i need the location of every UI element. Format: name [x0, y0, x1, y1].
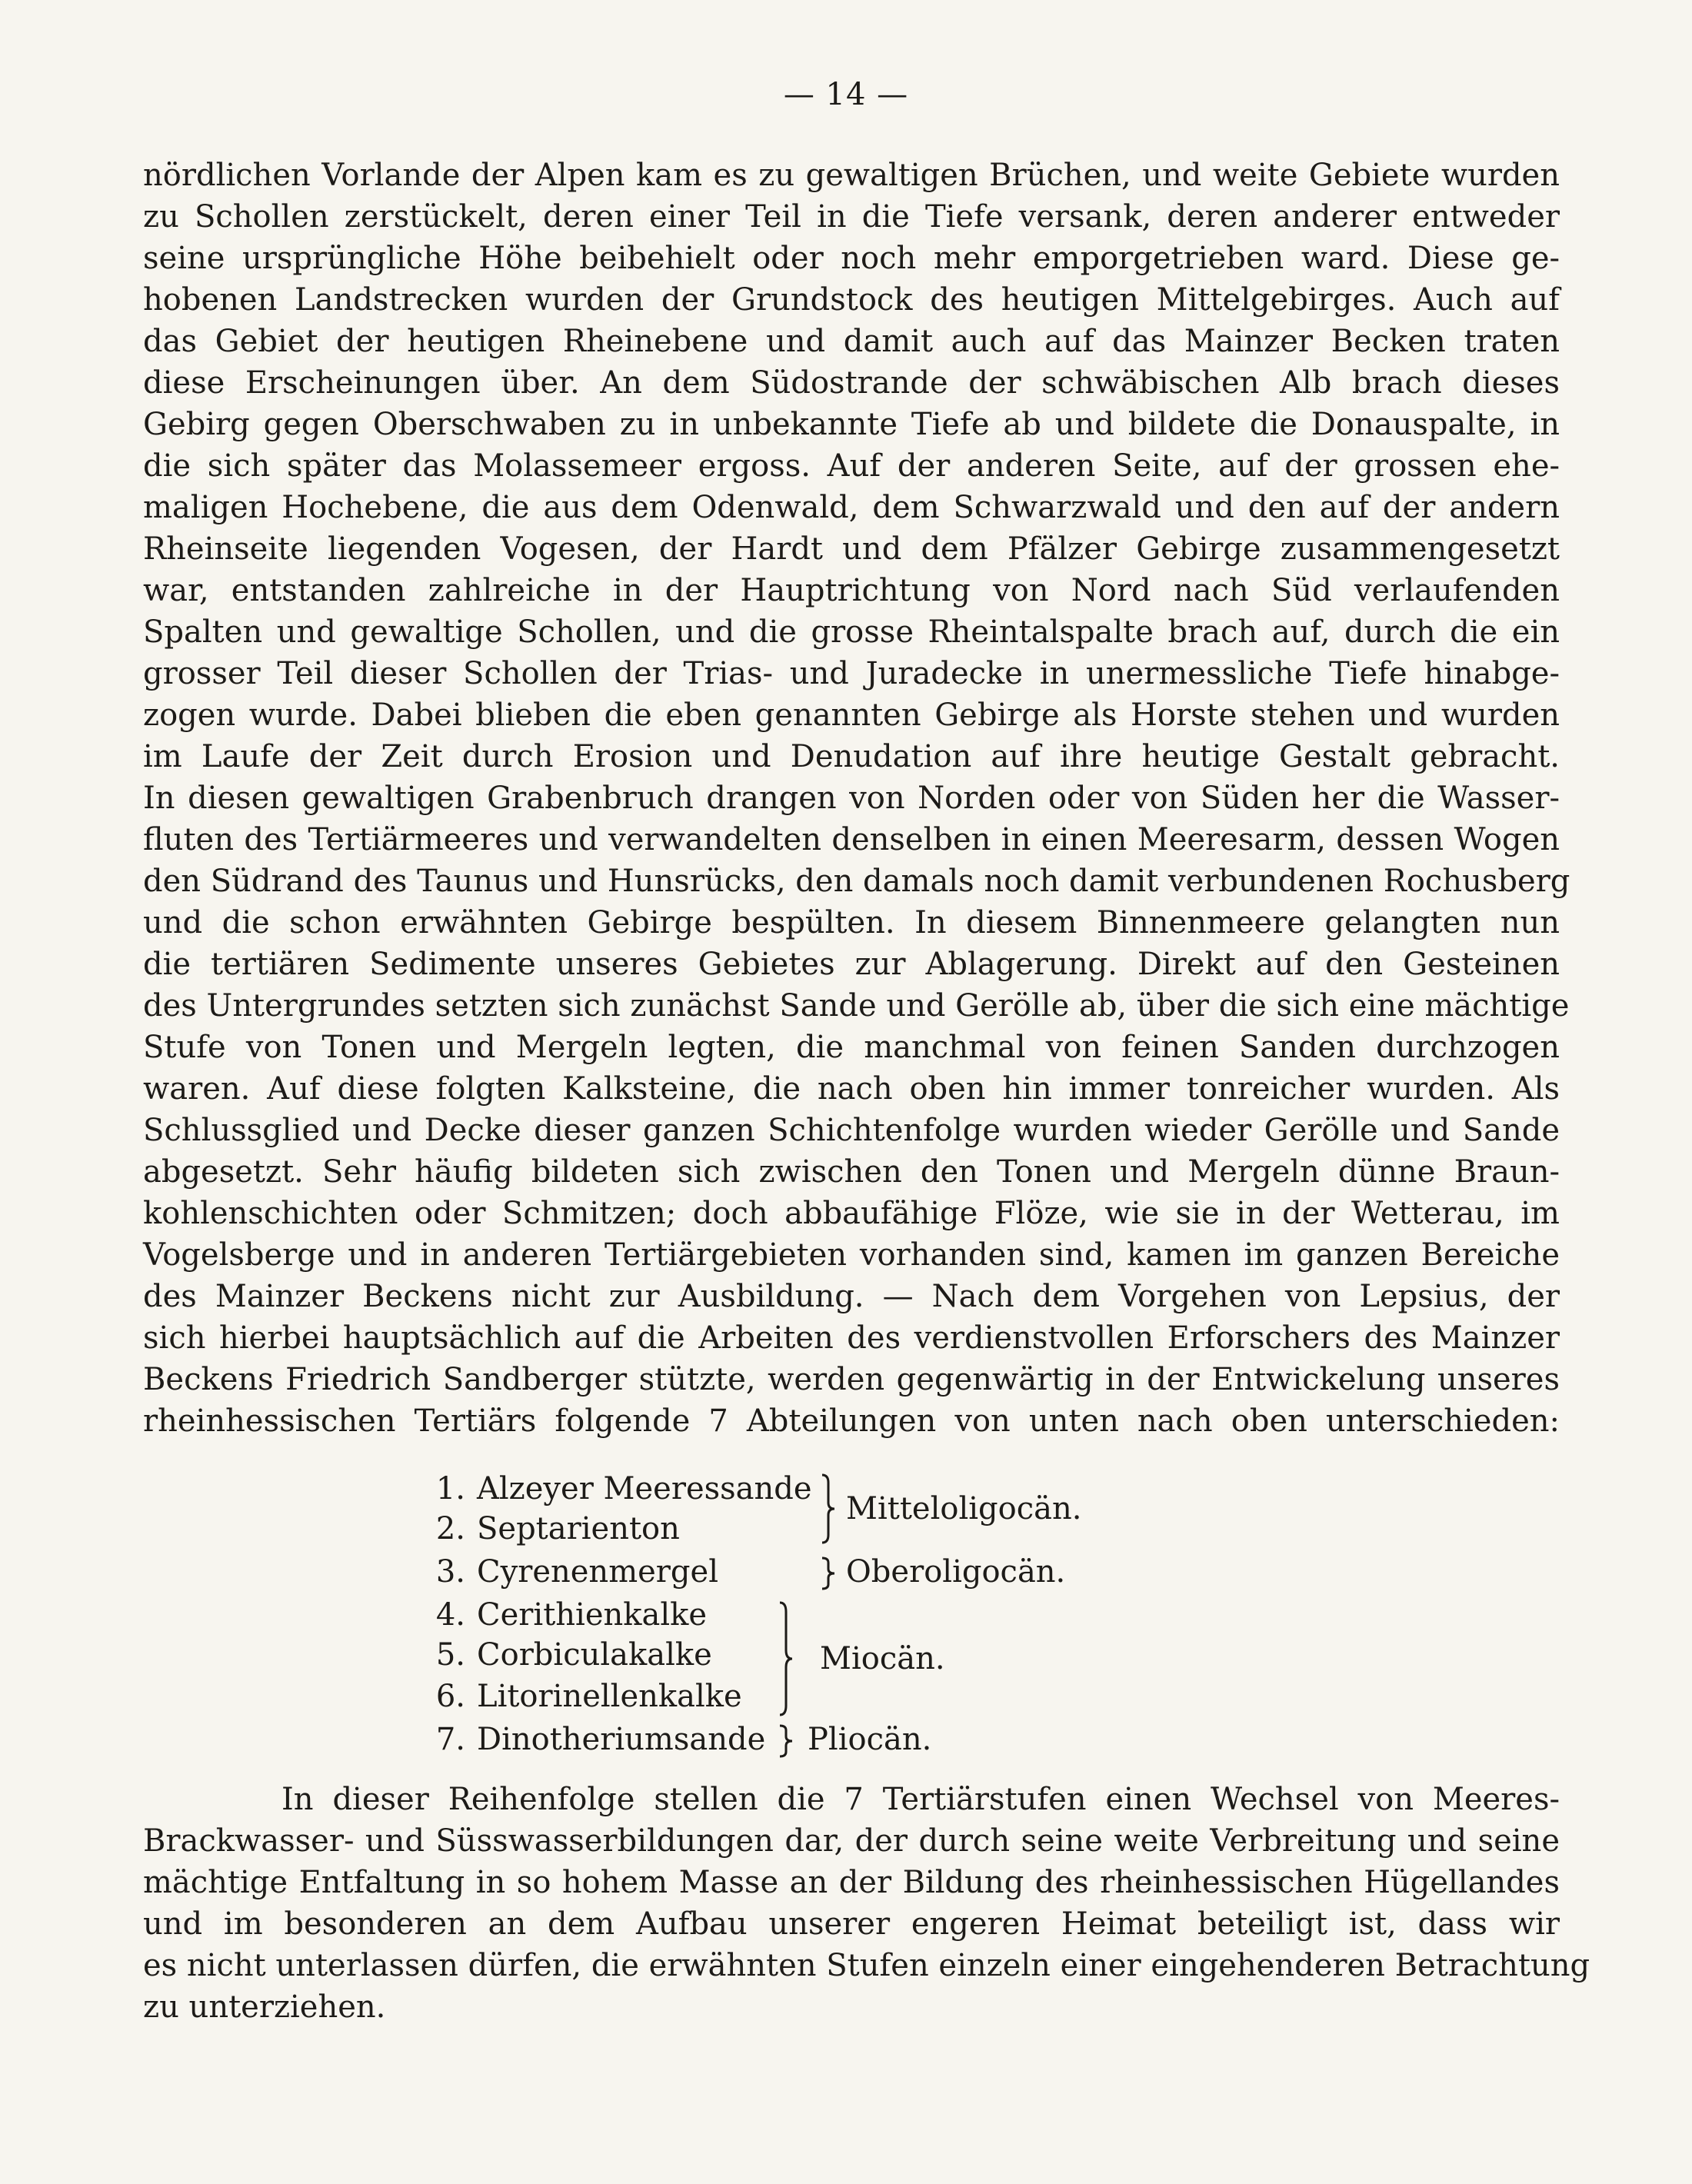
text-line: Rheinseite liegenden Vogesen, der Hardt und dem Pfälzer Gebirge zusammengesetzt	[143, 531, 1560, 567]
stratum-number: 5.	[435, 1637, 465, 1673]
stratum-number: 1.	[435, 1471, 465, 1506]
brace-pliocaen	[777, 1724, 797, 1758]
page-number: — 14 —	[783, 77, 909, 112]
stratum-name: Septarienton	[477, 1511, 680, 1546]
text-line: Spalten und gewaltige Schollen, und die grosse Rheintalspalte brach auf, durch die ein	[143, 614, 1560, 650]
stratum-number: 6.	[435, 1679, 465, 1714]
brace-oberoligocaen	[819, 1556, 839, 1590]
stratum-number: 3.	[435, 1554, 465, 1590]
text-line: zu Schollen zerstückelt, deren einer Teil in die Tiefe versank, deren anderer entweder	[143, 199, 1560, 235]
text-line: Vogelsberge und in anderen Tertiärgebieten vorhanden sind, kamen im ganzen Bereiche	[143, 1237, 1560, 1273]
text-line: grosser Teil dieser Schollen der Trias- und Juradecke in unermessliche Tiefe hinabge-	[143, 656, 1560, 691]
text-line: maligen Hochebene, die aus dem Odenwald, dem Schwarzwald und den auf der andern	[143, 490, 1560, 525]
text-line: waren. Auf diese folgten Kalksteine, die nach oben hin immer tonreicher wurden. Als	[143, 1071, 1560, 1107]
brace-mitteloligocaen	[819, 1473, 839, 1544]
stratum-name: Litorinellenkalke	[477, 1679, 742, 1714]
text-line: Gebirg gegen Oberschwaben zu in unbekannte Tiefe ab und bildete die Donauspalte, in	[143, 407, 1560, 442]
brace-miocaen	[777, 1601, 797, 1716]
stratum-name: Cerithienkalke	[477, 1597, 708, 1633]
text-line: den Südrand des Taunus und Hunsrücks, den damals noch damit verbundenen Rochusberg	[143, 864, 1570, 899]
text-line: des Mainzer Beckens nicht zur Ausbildung. — Nach dem Vorgehen von Lepsius, der	[143, 1279, 1560, 1314]
text-line: die sich später das Molassemeer ergoss. Auf der anderen Seite, auf der grossen ehe-	[143, 448, 1560, 484]
group-label-miocaen: Miocän.	[820, 1641, 945, 1676]
text-line: und im besonderen an dem Aufbau unserer engeren Heimat beteiligt ist, dass wir	[143, 1906, 1560, 1942]
text-line: im Laufe der Zeit durch Erosion und Denudation auf ihre heutige Gestalt gebracht.	[143, 739, 1560, 774]
text-line: abgesetzt. Sehr häufig bildeten sich zwischen den Tonen und Mergeln dünne Braun-	[143, 1154, 1560, 1190]
stratum-number: 7.	[435, 1722, 465, 1757]
text-line: war, entstanden zahlreiche in der Hauptrichtung von Nord nach Süd verlaufenden	[143, 573, 1560, 608]
text-line: Beckens Friedrich Sandberger stützte, werden gegenwärtig in der Entwickelung unseres	[143, 1362, 1560, 1397]
stratum-number: 2.	[435, 1511, 465, 1546]
group-label-oberoligocaen: Oberoligocän.	[846, 1554, 1066, 1590]
text-line: In diesen gewaltigen Grabenbruch drangen von Norden oder von Süden her die Wasser-	[143, 781, 1560, 816]
text-line: rheinhessischen Tertiärs folgende 7 Abteilungen von unten nach oben unterschieden:	[143, 1403, 1560, 1439]
text-line: das Gebiet der heutigen Rheinebene und damit auch auf das Mainzer Becken traten	[143, 324, 1560, 359]
stratum-name: Corbiculakalke	[477, 1637, 712, 1673]
text-line: diese Erscheinungen über. An dem Südostrande der schwäbischen Alb brach dieses	[143, 365, 1560, 401]
stratum-name: Dinotheriumsande	[477, 1722, 766, 1757]
text-line: Stufe von Tonen und Mergeln legten, die manchmal von feinen Sanden durchzogen	[143, 1030, 1560, 1065]
text-line: hobenen Landstrecken wurden der Grundstock des heutigen Mittelgebirges. Auch auf	[143, 282, 1560, 318]
text-line: zogen wurde. Dabei blieben die eben genannten Gebirge als Horste stehen und wurden	[143, 697, 1560, 733]
text-line: Brackwasser- und Süsswasserbildungen dar, der durch seine weite Verbreitung und seine	[143, 1823, 1560, 1859]
group-label-mitteloligocaen: Mitteloligocän.	[846, 1491, 1082, 1526]
text-line: sich hierbei hauptsächlich auf die Arbeiten des verdienstvollen Erforschers des Mainzer	[143, 1320, 1560, 1356]
text-line: zu unterziehen.	[143, 1989, 386, 2025]
group-label-pliocaen: Pliocän.	[808, 1722, 932, 1757]
text-line: mächtige Entfaltung in so hohem Masse an der Bildung des rheinhessischen Hügellandes	[143, 1865, 1560, 1900]
text-line: kohlenschichten oder Schmitzen; doch abbaufähige Flöze, wie sie in der Wetterau, im	[143, 1196, 1560, 1231]
text-line: Schlussglied und Decke dieser ganzen Schichtenfolge wurden wieder Gerölle und Sande	[143, 1113, 1560, 1148]
text-line: fluten des Tertiärmeeres und verwandelten denselben in einen Meeresarm, dessen Wogen	[143, 822, 1560, 857]
text-line: und die schon erwähnten Gebirge bespülten. In diesem Binnenmeere gelangten nun	[143, 905, 1560, 941]
text-line: In dieser Reihenfolge stellen die 7 Tertiärstufen einen Wechsel von Meeres-	[281, 1782, 1560, 1817]
text-line: die tertiären Sedimente unseres Gebietes zur Ablagerung. Direkt auf den Gesteinen	[143, 947, 1560, 982]
text-line: des Untergrundes setzten sich zunächst Sande und Gerölle ab, über die sich eine mächtige	[143, 988, 1570, 1024]
stratum-name: Alzeyer Meeressande	[477, 1471, 812, 1506]
stratum-number: 4.	[435, 1597, 465, 1633]
text-line: nördlichen Vorlande der Alpen kam es zu gewaltigen Brüchen, und weite Gebiete wurden	[143, 158, 1560, 193]
text-line: es nicht unterlassen dürfen, die erwähnten Stufen einzeln einer eingehenderen Betrachtung	[143, 1948, 1590, 1983]
stratum-name: Cyrenenmergel	[477, 1554, 718, 1590]
text-line: seine ursprüngliche Höhe beibehielt oder noch mehr emporgetrieben ward. Diese ge-	[143, 241, 1560, 276]
